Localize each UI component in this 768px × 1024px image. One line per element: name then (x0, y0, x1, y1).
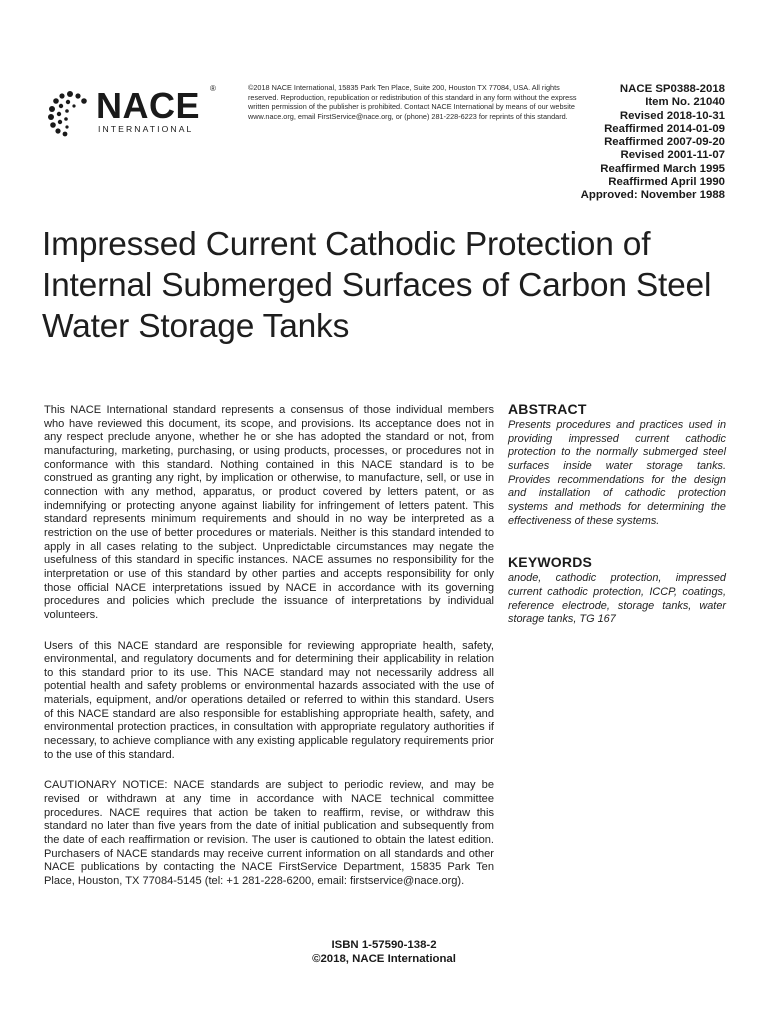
nace-logo (44, 84, 224, 140)
footer (0, 938, 768, 966)
logo-wordmark: NACE (96, 85, 201, 126)
keywords-text: anode, cathodic protection, impressed current cathodic protection, ICCP, coatings, reference electrode, storage tanks, water storage tanks, TG 167 (508, 572, 726, 626)
body-paragraph: Users of this NACE standard are responsible for reviewing appropriate health, safety, environmental, and regulatory documents and for determining their applicability in relation to this standard prior to its use. This NACE standard may not necessarily address all potential health and safety problems or environmental hazards associated with the use of materials, equipment, and/or operations detailed or referred to within this standard. Users of this NACE standard are also responsible for establishing appropriate health, safety, and environmental protection practices, in consultation with appropriate regulatory authorities if necessary, to achieve compliance with any existing applicable regulatory requirements prior to the use of this standard. (44, 639, 494, 761)
body-paragraph: This NACE International standard represents a consensus of those individual members who have reviewed this document, its scope, and provisions. Its acceptance does not in any respect preclude anyone, whether he or she has adopted the standard or not, from manufacturing, marketing, purchasing, or using products, processes, or procedures not in conformance with this standard. Nothing contained in this NACE standard is to be construed as granting any right, by implication or otherwise, to manufacture, sell, or use in connection with any method, apparatus, or product covered by letters patent, or as indemnifying or protecting anyone against liability for infringement of letters patent. This standard represents minimum requirements and should in no way be interpreted as a restriction on the use of better procedures or materials. Neither is this standard intended to apply in all cases relating to the subject. Unpredictable circumstances may negate the usefulness of this standard in specific instances. NACE assumes no responsibility for the interpretation or use of this standard by other parties and accepts responsibility for only those official NACE interpretations issued by NACE in accordance with its governing procedures and policies which preclude the issuance of interpretations by individual volunteers. (44, 404, 494, 621)
nace-globe-icon (44, 84, 96, 140)
registered-mark: ® (210, 84, 216, 93)
history-entry: Approved: November 1988 (580, 189, 725, 202)
logo-subtitle: INTERNATIONAL (98, 124, 194, 134)
standard-number: NACE SP0388-2018 (619, 83, 725, 95)
history-entry: Revised 2018-10-31 (619, 109, 725, 122)
footer-copyright: ©2018, NACE International (312, 953, 456, 965)
abstract-text: Presents procedures and practices used in providing impressed current cathodic protection to the normally submerged steel surfaces inside water storage tanks. Provides recommendations for the design and installation of cathodic protection systems and methods for determining the effectiveness of these systems. (508, 419, 726, 527)
document-title: Impressed Current Cathodic Protection of Internal Submerged Surfaces of Carbon Steel Water Storage Tanks (42, 226, 712, 345)
item-number: Item No. 21040 (645, 96, 725, 109)
standard-designation (505, 83, 725, 203)
body-column (44, 404, 494, 906)
history-entry: Reaffirmed 2007-09-20 (604, 136, 725, 149)
history-entry: Reaffirmed March 1995 (600, 162, 725, 175)
history-entry: Reaffirmed 2014-01-09 (604, 122, 725, 135)
history-entry: Reaffirmed April 1990 (608, 176, 725, 189)
abstract-heading: ABSTRACT (508, 401, 587, 417)
body-paragraph: CAUTIONARY NOTICE: NACE standards are subject to periodic review, and may be revised or withdrawn at any time in accordance with NACE technical committee procedures. NACE requires that action be taken to reaffirm, revise, or withdraw this standard no later than five years from the date of initial publication and subsequently from the date of each reaffirmation or revision. The user is cautioned to obtain the latest edition. Purchasers of NACE standards may receive current information on all standards and other NACE publications by contacting the NACE FirstService Department, 15835 Park Ten Place, Houston, TX 77084-5145 (tel: +1 281-228-6200, email: firstservice@nace.org). (44, 779, 494, 887)
sidebar-column (508, 401, 726, 627)
isbn: ISBN 1-57590-138-2 (331, 939, 437, 951)
history-entry: Revised 2001-11-07 (620, 149, 725, 162)
copyright-notice: ©2018 NACE International, 15835 Park Ten Place, Suite 200, Houston TX 77084, USA. All rights reserved. Reproduction, republication or redistribution of this standard in any form without the express written permission of the publisher is prohibited. Contact NACE International by means of our website www.nace.org, email FirstService@nace.org, or (phone) 281-228-6223 for reprints of this standard. (248, 83, 577, 121)
keywords-heading: KEYWORDS (508, 554, 593, 571)
